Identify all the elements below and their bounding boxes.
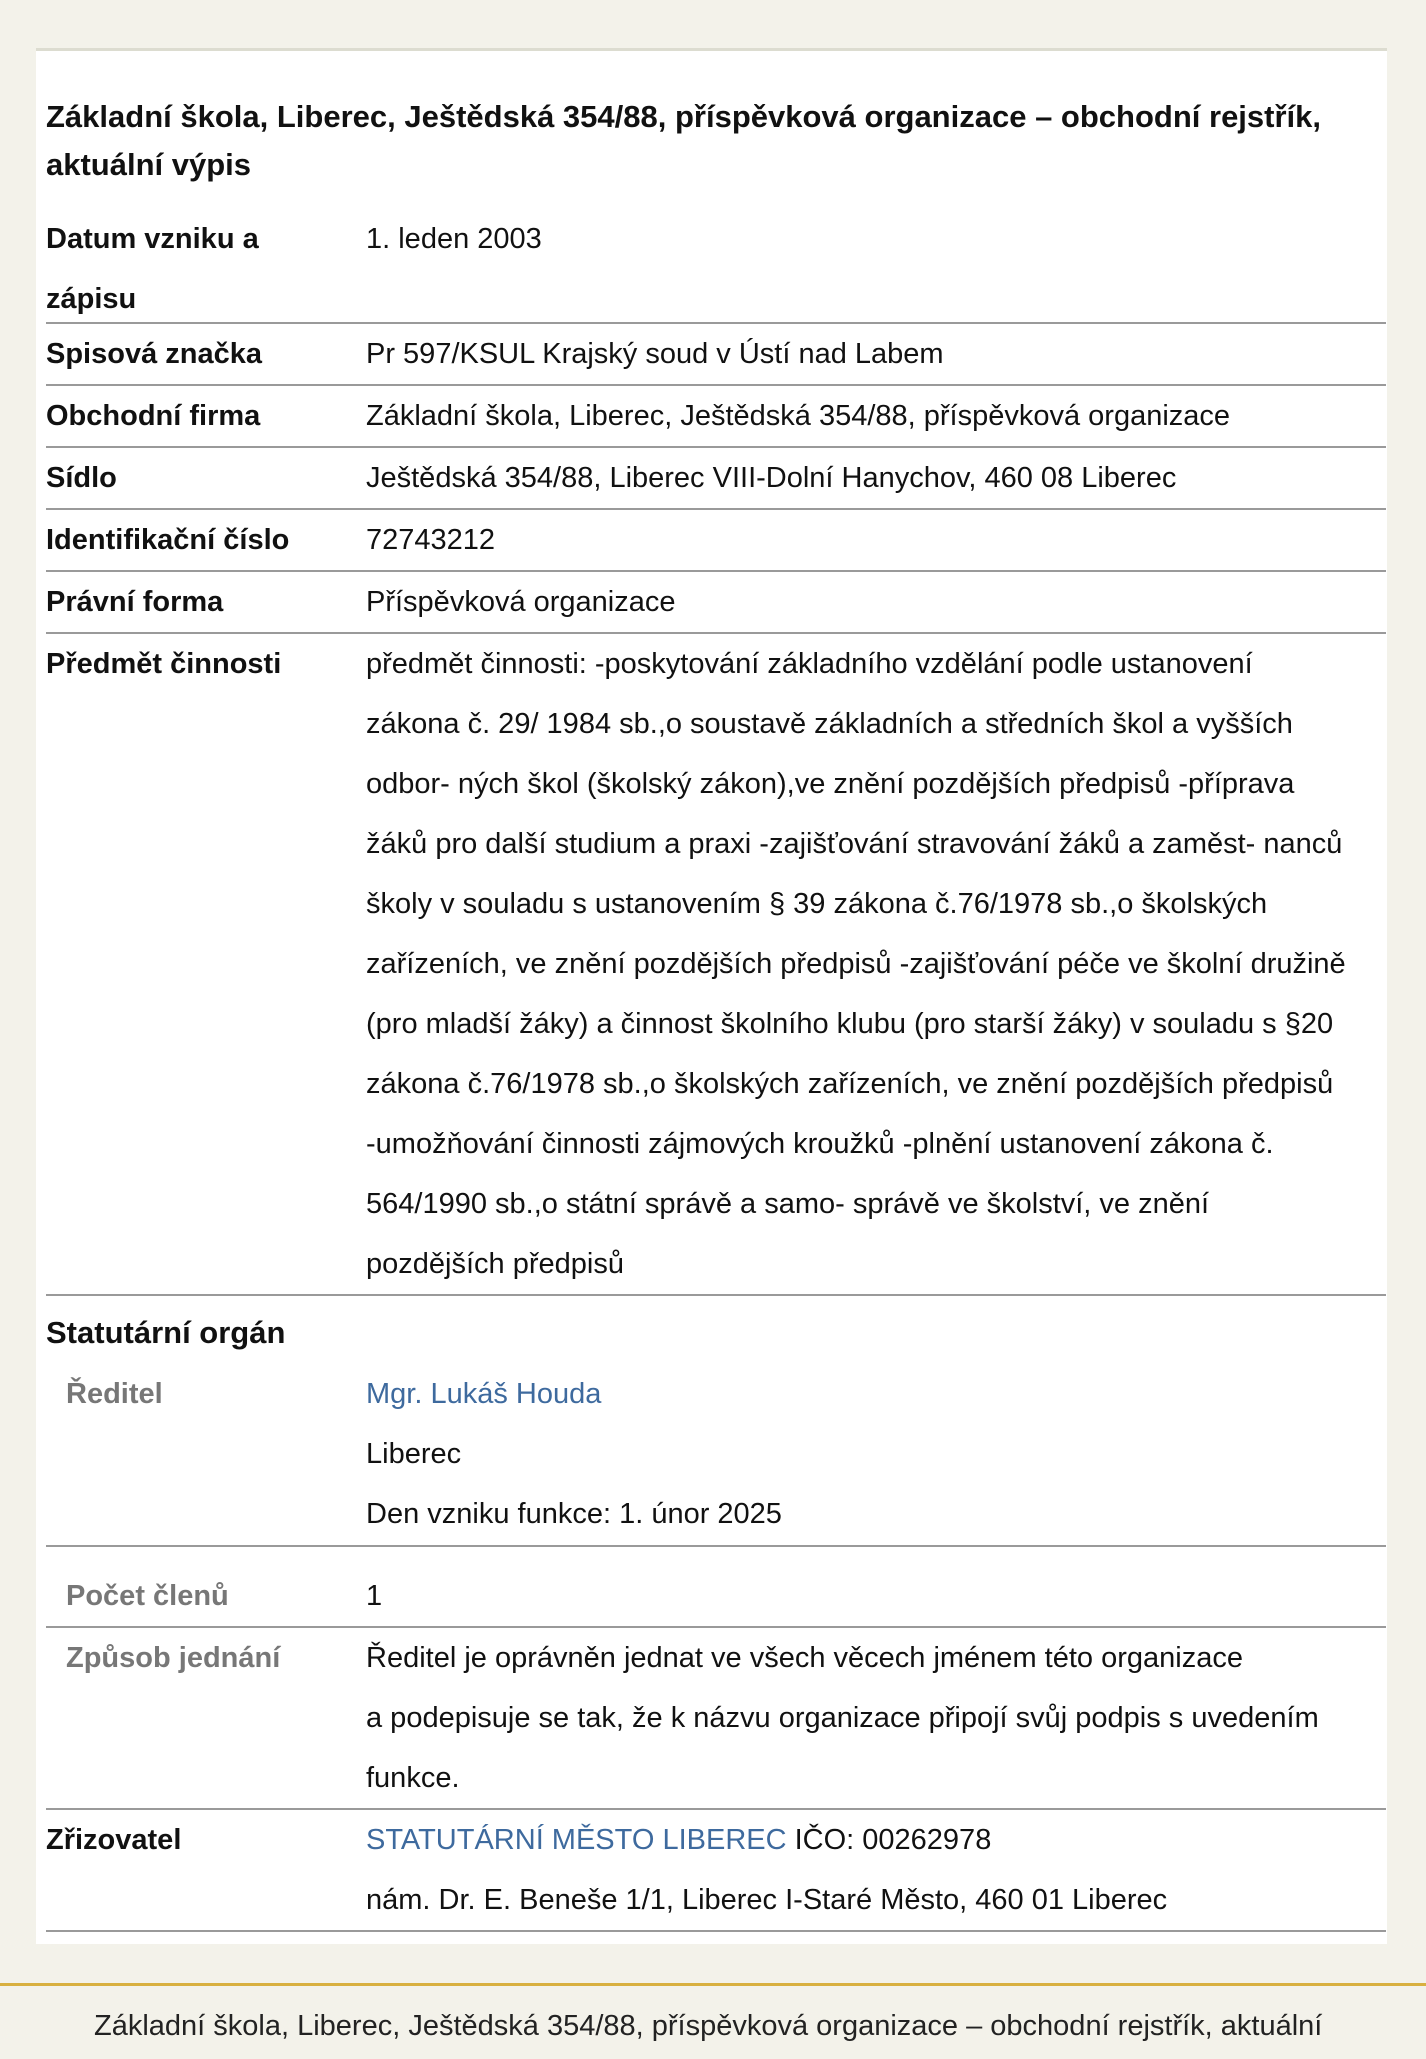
label-pravni-forma: Právní forma xyxy=(46,586,224,618)
reditel-since: Den vzniku funkce: 1. únor 2025 xyxy=(366,1498,782,1530)
label-zpusob-jednani: Způsob jednání xyxy=(66,1642,281,1674)
row-zpusob-jednani xyxy=(46,1628,1386,1810)
value-obchodni-firma: Základní škola, Liberec, Ještědská 354/88, příspěvková organizace xyxy=(366,400,1231,432)
row-zrizovatel xyxy=(46,1810,1386,1932)
zpusob-line: Ředitel je oprávněn jednat ve všech věcech jménem této organizace xyxy=(366,1642,1243,1674)
predmet-line: zařízeních, ve znění pozdějších předpisů -zajišťování péče ve školní družině xyxy=(366,948,1346,980)
value-zrizovatel xyxy=(366,1810,1386,1930)
label-spisova-znacka: Spisová značka xyxy=(46,338,262,370)
zrizovatel-ico: IČO: 00262978 xyxy=(786,1824,992,1856)
row-pravni-forma xyxy=(46,572,1386,634)
label-pocet-clenu: Počet členů xyxy=(66,1580,229,1612)
value-pravni-forma: Příspěvková organizace xyxy=(366,586,676,618)
predmet-line: předmět činnosti: -poskytování základního vzdělání podle ustanovení xyxy=(366,648,1253,680)
value-pocet-clenu: 1 xyxy=(366,1580,383,1612)
predmet-line: zákona č.76/1978 sb.,o školských zařízeních, ve znění pozdějších předpisů xyxy=(366,1068,1334,1100)
predmet-line: (pro mladší žáky) a činnost školního klubu (pro starší žáky) v souladu s §20 xyxy=(366,1008,1334,1040)
value-zpusob-jednani xyxy=(366,1628,1386,1808)
predmet-line: pozdějších předpisů xyxy=(366,1248,624,1280)
zpusob-line: a podepisuje se tak, že k názvu organizace připojí svůj podpis s uvedením xyxy=(366,1702,1319,1734)
row-predmet-cinnosti xyxy=(46,634,1386,1296)
label-datum-vzniku: Datum vzniku a zápisu xyxy=(46,223,259,315)
predmet-line: zákona č. 29/ 1984 sb.,o soustavě základních a středních škol a vyšších xyxy=(366,708,1293,740)
page-title: Základní škola, Liberec, Ještědská 354/88, příspěvková organizace – obchodní rejstřík, aktuální výpis xyxy=(46,99,1322,182)
predmet-line: školy v souladu s ustanovením § 39 zákona č.76/1978 sb.,o školských xyxy=(366,888,1268,920)
value-identifikacni-cislo: 72743212 xyxy=(366,524,496,556)
footer xyxy=(0,1983,1426,2059)
row-sidlo xyxy=(46,448,1386,510)
registry-card xyxy=(36,48,1387,1944)
section-statutarni-organ: Statutární orgán xyxy=(46,1315,286,1350)
predmet-line: -umožňování činnosti zájmových kroužků -plnění ustanovení zákona č. xyxy=(366,1128,1274,1160)
reditel-city: Liberec xyxy=(366,1438,462,1470)
label-zrizovatel: Zřizovatel xyxy=(46,1824,182,1856)
label-obchodni-firma: Obchodní firma xyxy=(46,400,261,432)
row-identifikacni-cislo xyxy=(46,510,1386,572)
row-reditel xyxy=(46,1364,1386,1547)
zrizovatel-address: nám. Dr. E. Beneše 1/1, Liberec I-Staré Město, 460 01 Liberec xyxy=(366,1884,1168,1916)
reditel-name-link[interactable]: Mgr. Lukáš Houda xyxy=(366,1378,602,1410)
label-identifikacni-cislo: Identifikační číslo xyxy=(46,524,290,556)
value-datum-vzniku: 1. leden 2003 xyxy=(366,223,542,255)
footer-text: Základní škola, Liberec, Ještědská 354/88, příspěvková organizace – obchodní rejstřík, aktuální xyxy=(94,2010,1323,2042)
label-reditel: Ředitel xyxy=(66,1378,163,1410)
row-obchodni-firma xyxy=(46,386,1386,448)
zrizovatel-link[interactable]: STATUTÁRNÍ MĚSTO LIBEREC xyxy=(366,1824,787,1856)
zpusob-line: funkce. xyxy=(366,1762,460,1794)
row-pocet-clenu xyxy=(46,1566,1386,1628)
zrizovatel-line xyxy=(366,1810,1386,1870)
label-sidlo: Sídlo xyxy=(46,462,117,494)
row-datum-vzniku xyxy=(46,209,1386,324)
value-spisova-znacka: Pr 597/KSUL Krajský soud v Ústí nad Labem xyxy=(366,338,944,370)
predmet-line: odbor- ných škol (školský zákon),ve znění pozdějších předpisů -příprava xyxy=(366,768,1295,800)
predmet-line: žáků pro další studium a praxi -zajišťování stravování žáků a zaměst- nanců xyxy=(366,828,1343,860)
value-reditel xyxy=(366,1364,1386,1544)
label-predmet-cinnosti: Předmět činnosti xyxy=(46,648,282,680)
row-spisova-znacka xyxy=(46,324,1386,386)
value-predmet-cinnosti xyxy=(366,634,1386,1294)
value-sidlo: Ještědská 354/88, Liberec VIII-Dolní Hanychov, 460 08 Liberec xyxy=(366,462,1177,494)
predmet-line: 564/1990 sb.,o státní správě a samo- správě ve školství, ve znění xyxy=(366,1188,1210,1220)
